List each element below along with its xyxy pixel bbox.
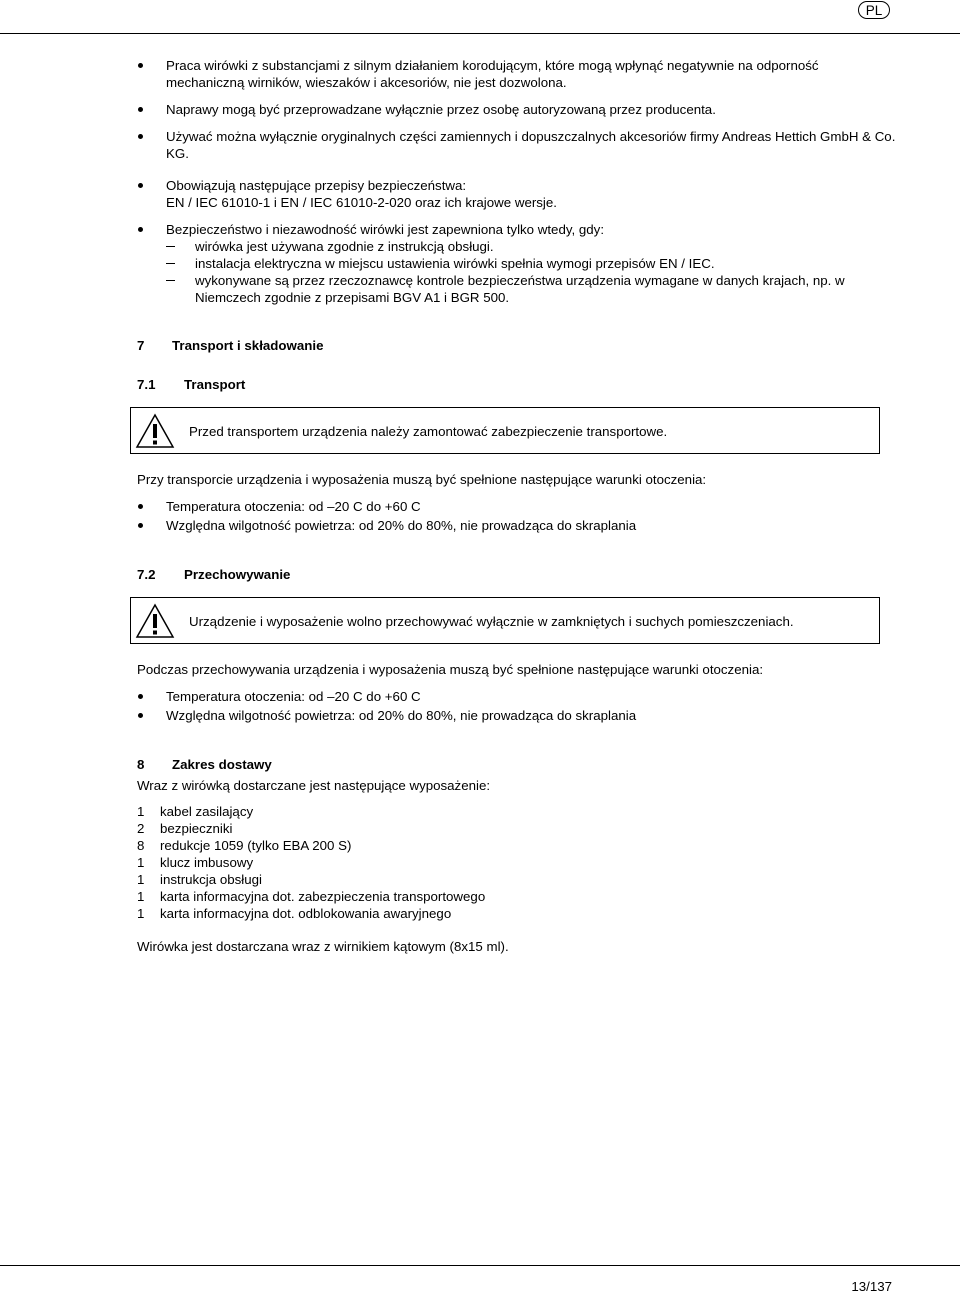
delivery-intro: Wraz z wirówką dostarczane jest następujące wyposażenie: <box>137 778 491 793</box>
transport-warning-box: Przed transportem urządzenia należy zamontować zabezpieczenie transportowe. <box>130 407 880 454</box>
safety-condition: instalacja elektryczna w miejscu ustawienia wirówki spełnia wymogi przepisów EN / IEC. <box>137 255 897 272</box>
storage-condition: Temperatura otoczenia: od –20 C do +60 C <box>137 688 897 705</box>
delivery-item: 1 karta informacyjna dot. zabezpieczenia transportowego <box>137 889 486 904</box>
transport-intro: Przy transporcie urządzenia i wyposażenia muszą być spełnione następujące warunki otoczenia: <box>137 472 707 487</box>
safety-bullet: Praca wirówki z substancjami z silnym działaniem korodującym, które mogą wpłynąć negatywnie na odporność mechaniczną wirników, wieszaków i akcesoriów, nie jest dozwolona. <box>137 57 897 91</box>
delivery-item: 8 redukcje 1059 (tylko EBA 200 S) <box>137 838 352 853</box>
bullet-icon <box>138 523 143 528</box>
bullet-icon <box>138 694 143 699</box>
bullet-icon <box>138 107 143 112</box>
bullet-icon <box>138 63 143 68</box>
regulations-line: EN / IEC 61010-1 i EN / IEC 61010-2-020 oraz ich krajowe wersje. <box>166 195 557 210</box>
bullet-icon <box>138 227 143 232</box>
bullet-icon <box>138 504 143 509</box>
safety-bullet: Używać można wyłącznie oryginalnych części zamiennych i dopuszczalnych akcesoriów firmy Andreas Hettich GmbH & Co. KG. <box>137 128 897 162</box>
section-7-heading: 7 Transport i składowanie <box>137 338 324 353</box>
dash-icon <box>166 246 175 247</box>
footer-divider <box>0 1265 960 1266</box>
delivery-item: 2 bezpieczniki <box>137 821 233 836</box>
dash-icon <box>166 280 175 281</box>
header-divider <box>0 33 960 34</box>
bullet-icon <box>138 183 143 188</box>
storage-intro: Podczas przechowywania urządzenia i wyposażenia muszą być spełnione następujące warunki otoczenia: <box>137 662 764 677</box>
warning-triangle-icon <box>135 603 175 639</box>
safety-condition: wirówka jest używana zgodnie z instrukcją obsługi. <box>137 238 897 255</box>
safety-bullet: Bezpieczeństwo i niezawodność wirówki jest zapewniona tylko wtedy, gdy: <box>137 221 897 238</box>
transport-condition: Względna wilgotność powietrza: od 20% do 80%, nie prowadząca do skraplania <box>137 517 897 534</box>
delivery-item: 1 instrukcja obsługi <box>137 872 262 887</box>
section-7-2-heading: 7.2 Przechowywanie <box>137 567 291 582</box>
section-7-1-heading: 7.1 Transport <box>137 377 246 392</box>
safety-bullet: Obowiązują następujące przepisy bezpieczeństwa: <box>137 177 897 194</box>
language-badge: PL <box>858 1 890 19</box>
delivery-item: 1 karta informacyjna dot. odblokowania awaryjnego <box>137 906 452 921</box>
warning-triangle-icon <box>135 413 175 449</box>
storage-warning-box: Urządzenie i wyposażenie wolno przechowywać wyłącznie w zamkniętych i suchych pomieszczeniach. <box>130 597 880 644</box>
safety-condition: wykonywane są przez rzeczoznawcę kontrole bezpieczeństwa urządzenia wymagane w danych krajach, np. w Niemczech zgodnie z przepisami BGV A1 i BGR 500. <box>137 272 897 306</box>
page-number: 13/137 <box>851 1279 892 1294</box>
bullet-icon <box>138 134 143 139</box>
bullet-icon <box>138 713 143 718</box>
transport-condition: Temperatura otoczenia: od –20 C do +60 C <box>137 498 897 515</box>
page-content <box>137 57 897 955</box>
safety-bullet: Naprawy mogą być przeprowadzane wyłącznie przez osobę autoryzowaną przez producenta. <box>137 101 897 118</box>
storage-condition: Względna wilgotność powietrza: od 20% do 80%, nie prowadząca do skraplania <box>137 707 897 724</box>
delivery-item: 1 klucz imbusowy <box>137 855 254 870</box>
delivery-list <box>137 803 897 922</box>
delivery-note: Wirówka jest dostarczana wraz z wirnikiem kątowym (8x15 ml). <box>137 939 509 954</box>
section-8-heading: 8 Zakres dostawy <box>137 757 272 772</box>
dash-icon <box>166 263 175 264</box>
delivery-item: 1 kabel zasilający <box>137 804 254 819</box>
